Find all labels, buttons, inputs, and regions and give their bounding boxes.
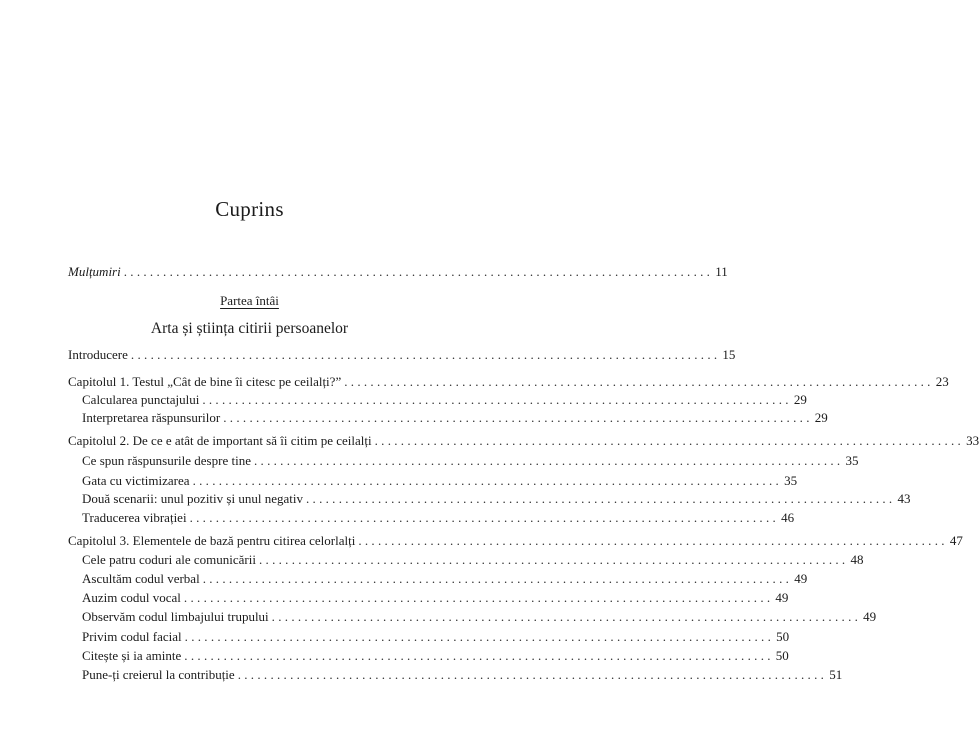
toc-entry-section bbox=[82, 589, 789, 607]
toc-entry-page: 33 bbox=[966, 433, 979, 448]
toc-entry-label: Citește și ia aminte bbox=[82, 648, 182, 663]
dot-leader: .......................................................................................... bbox=[130, 347, 721, 362]
toc-entry-page: 49 bbox=[794, 571, 808, 586]
toc-entry-page: 49 bbox=[863, 609, 877, 624]
toc-entry-label: Observăm codul limbajului trupului bbox=[82, 609, 269, 624]
toc-entry-page: 50 bbox=[776, 629, 790, 644]
toc-entry-label: Introducere bbox=[68, 347, 128, 362]
toc-entry-page: 43 bbox=[897, 491, 911, 506]
part-label: Partea întâi bbox=[220, 293, 279, 308]
toc-entry-section bbox=[82, 409, 828, 427]
toc-entry-section bbox=[82, 608, 877, 626]
toc-entry-section bbox=[82, 472, 798, 490]
toc-entry-label: Capitolul 1. Testul „Cât de bine îi citesc pe ceilalți?” bbox=[68, 374, 342, 389]
toc-entry-label: Auzim codul vocal bbox=[82, 590, 181, 605]
dot-leader: .......................................................................................... bbox=[253, 453, 844, 468]
toc-entry-section bbox=[82, 509, 795, 527]
dot-leader: .......................................................................................... bbox=[271, 609, 862, 624]
dot-leader: .......................................................................................... bbox=[183, 590, 774, 605]
toc-entry-page: 11 bbox=[715, 264, 728, 279]
toc-entry-page: 29 bbox=[814, 410, 828, 425]
dot-leader: .......................................................................................... bbox=[123, 264, 714, 279]
toc-entry-section bbox=[82, 452, 859, 470]
toc-entry-page: 35 bbox=[845, 453, 859, 468]
toc-entry-label: Traducerea vibrației bbox=[82, 510, 187, 525]
dot-leader: .......................................................................................... bbox=[184, 629, 775, 644]
dot-leader: .......................................................................................... bbox=[184, 648, 774, 663]
toc-entry-label: Cele patru coduri ale comunicării bbox=[82, 552, 256, 567]
toc-entry-page: 23 bbox=[935, 374, 949, 389]
dot-leader: .......................................................................................... bbox=[202, 571, 793, 586]
toc-entry-section bbox=[82, 628, 790, 646]
toc-entry-label: Calcularea punctajului bbox=[82, 392, 200, 407]
toc-entry-label: Gata cu victimizarea bbox=[82, 473, 190, 488]
toc-entry-label: Capitolul 3. Elementele de bază pentru citirea celorlalți bbox=[68, 533, 356, 548]
dot-leader: .......................................................................................... bbox=[305, 491, 896, 506]
toc-entry-label: Ce spun răspunsurile despre tine bbox=[82, 453, 251, 468]
toc-entry-section bbox=[82, 666, 843, 684]
toc-entry-page: 47 bbox=[949, 533, 963, 548]
toc-entry-chapter-1 bbox=[68, 373, 949, 391]
dot-leader: .......................................................................................... bbox=[223, 410, 813, 425]
toc-entry-page: 48 bbox=[850, 552, 864, 567]
dot-leader: .......................................................................................... bbox=[258, 552, 849, 567]
toc-entry-chapter-3 bbox=[68, 532, 963, 550]
toc-entry-introduction bbox=[68, 346, 736, 364]
dot-leader: .......................................................................................... bbox=[202, 392, 792, 407]
toc-entry-label: Pune-ți creierul la contribuție bbox=[82, 667, 235, 682]
toc-entry-page: 29 bbox=[793, 392, 807, 407]
dot-leader: .......................................................................................... bbox=[374, 433, 965, 448]
dot-leader: .......................................................................................... bbox=[189, 510, 780, 525]
dot-leader: .......................................................................................... bbox=[344, 374, 934, 389]
toc-entry-label: Mulțumiri bbox=[68, 264, 121, 279]
dot-leader: .......................................................................................... bbox=[237, 667, 828, 682]
toc-entry-section bbox=[82, 647, 789, 665]
part-title: Arta și știința citirii persoanelor bbox=[150, 320, 349, 337]
toc-entry-page: 15 bbox=[722, 347, 736, 362]
dot-leader: .......................................................................................... bbox=[358, 533, 948, 548]
toc-entry-section bbox=[82, 570, 808, 588]
toc-entry-section bbox=[82, 551, 864, 569]
toc-entry-label: Capitolul 2. De ce e atât de important să îi citim pe ceilalți bbox=[68, 433, 372, 448]
toc-entry-page: 35 bbox=[784, 473, 798, 488]
toc-entry-section bbox=[82, 391, 807, 409]
toc-entry-page: 51 bbox=[829, 667, 843, 682]
toc-entry-acknowledgements bbox=[68, 263, 728, 281]
page-title: Cuprins bbox=[215, 197, 284, 221]
toc-entry-page: 46 bbox=[781, 510, 795, 525]
toc-entry-page: 49 bbox=[775, 590, 789, 605]
toc-entry-page: 50 bbox=[775, 648, 789, 663]
toc-entry-section bbox=[82, 490, 911, 508]
toc-entry-label: Două scenarii: unul pozitiv și unul negativ bbox=[82, 491, 303, 506]
toc-entry-label: Ascultăm codul verbal bbox=[82, 571, 200, 586]
toc-entry-label: Privim codul facial bbox=[82, 629, 182, 644]
dot-leader: .......................................................................................... bbox=[192, 473, 783, 488]
toc-entry-chapter-2 bbox=[68, 432, 979, 450]
toc-entry-label: Interpretarea răspunsurilor bbox=[82, 410, 221, 425]
